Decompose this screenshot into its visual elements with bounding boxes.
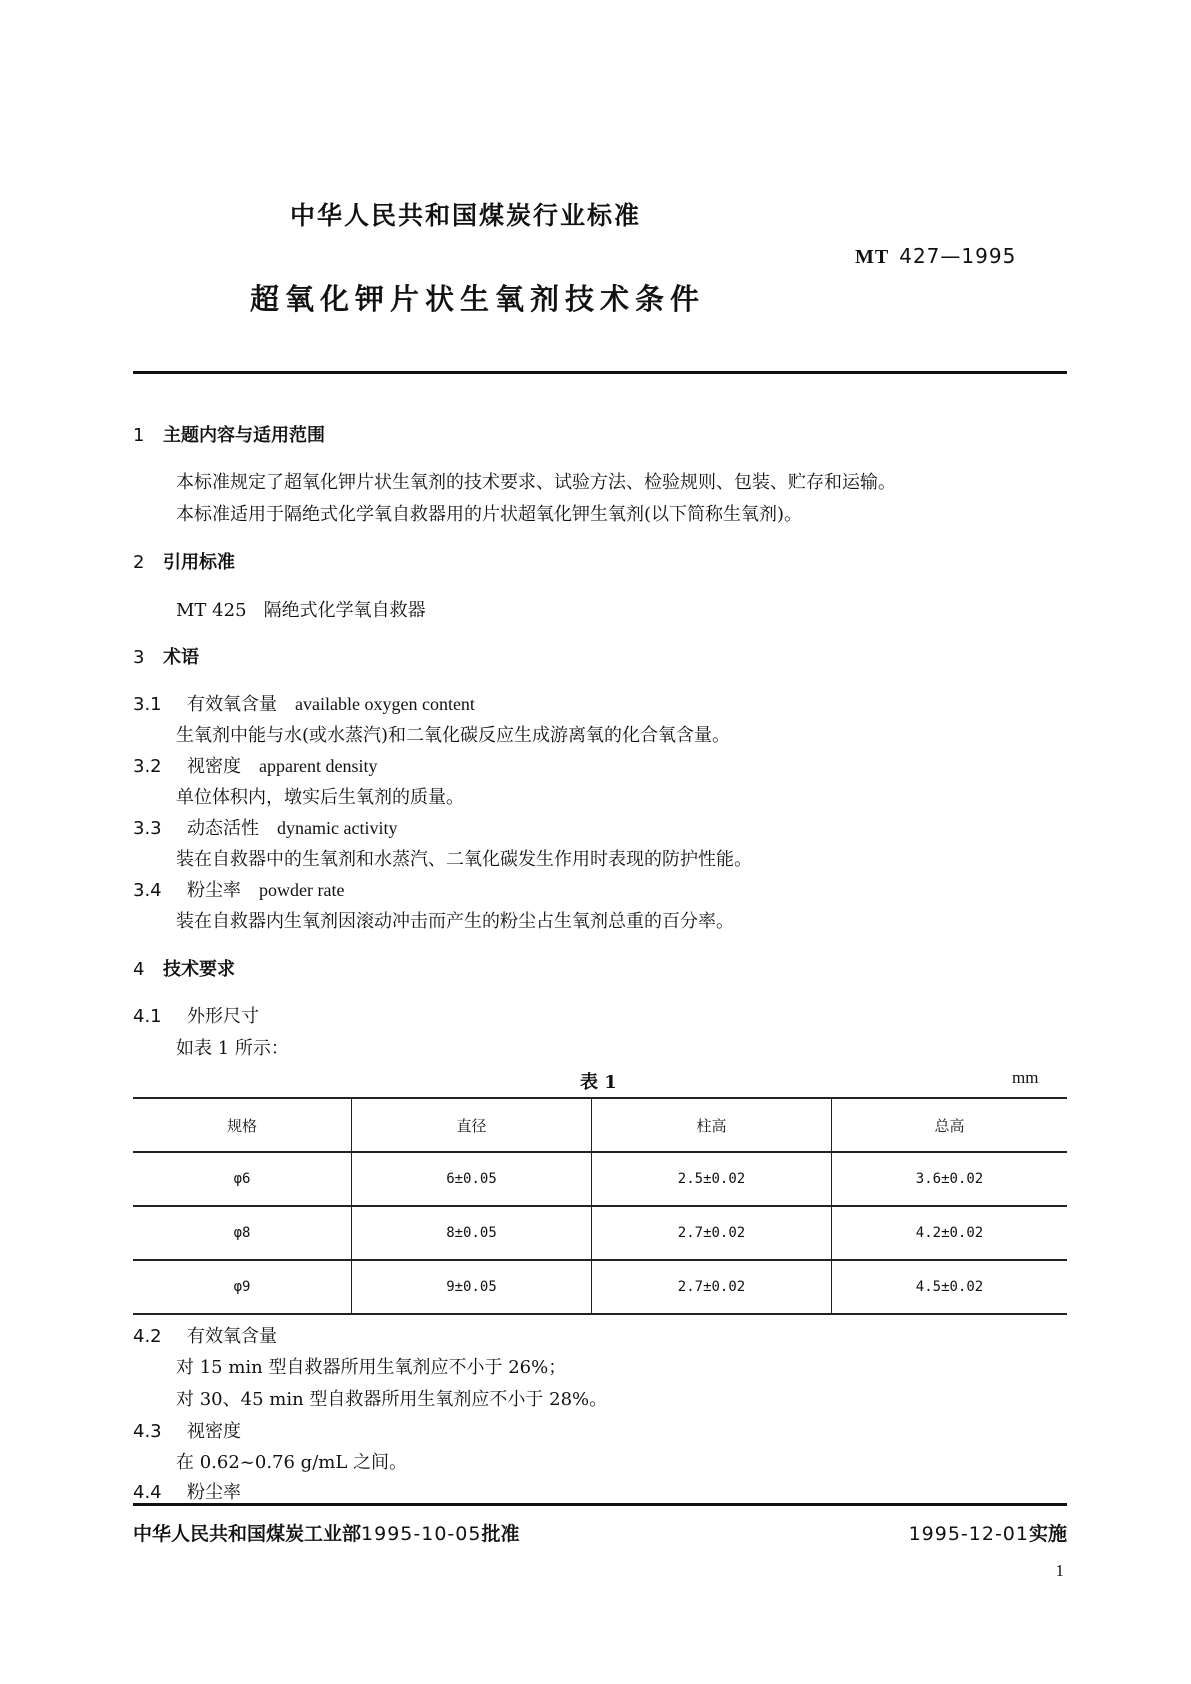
section-1-para-1: 本标准规定了超氧化钾片状生氧剂的技术要求、试验方法、检验规则、包装、贮存和运输。 <box>176 472 896 493</box>
section-2-heading: 2 引用标准 <box>133 552 235 573</box>
column-header: 总高 <box>832 1098 1068 1152</box>
table-cell: 9±0.05 <box>352 1260 592 1314</box>
subsection-4-1-para: 如表 1 所示： <box>176 1038 289 1059</box>
table-row <box>133 1206 1067 1260</box>
standard-number <box>855 244 1016 269</box>
term-3-4: 3.4 粉尘率 powder rate <box>133 880 345 901</box>
term-3-2: 3.2 视密度 apparent density <box>133 756 378 777</box>
page-number: 1 <box>1055 1561 1064 1580</box>
subsection-4-3-para: 在 0.62~0.76 g/mL 之间。 <box>176 1452 408 1473</box>
issuer-heading: 中华人民共和国煤炭行业标准 <box>290 201 642 230</box>
table-cell: 4.2±0.02 <box>832 1206 1068 1260</box>
effective-line: 1995-12-01实施 <box>908 1523 1067 1545</box>
subsection-4-4: 4.4 粉尘率 <box>133 1482 241 1503</box>
table-cell: 3.6±0.02 <box>832 1152 1068 1206</box>
table-cell: φ9 <box>133 1260 352 1314</box>
table-cell: 2.7±0.02 <box>592 1260 832 1314</box>
subsection-4-2-para-1: 对 15 min 型自救器所用生氧剂应不小于 26%； <box>176 1357 567 1378</box>
table-row <box>133 1260 1067 1314</box>
table-cell: 2.7±0.02 <box>592 1206 832 1260</box>
term-3-3-definition: 装在自救器中的生氧剂和水蒸汽、二氧化碳发生作用时表现的防护性能。 <box>176 849 752 870</box>
subsection-4-1: 4.1 外形尺寸 <box>133 1006 259 1027</box>
subsection-4-3: 4.3 视密度 <box>133 1421 241 1442</box>
column-header: 柱高 <box>592 1098 832 1152</box>
term-3-1: 3.1 有效氧含量 available oxygen content <box>133 694 475 715</box>
subsection-4-2: 4.2 有效氧含量 <box>133 1326 277 1347</box>
term-3-4-definition: 装在自救器内生氧剂因滚动冲击而产生的粉尘占生氧剂总重的百分率。 <box>176 911 734 932</box>
effective-date: 1995-12-01 <box>908 1523 1029 1545</box>
approval-date: 1995-10-05 <box>361 1523 482 1545</box>
subsection-4-2-para-2: 对 30、45 min 型自救器所用生氧剂应不小于 28%。 <box>176 1389 608 1410</box>
column-header: 规格 <box>133 1098 352 1152</box>
table-caption: 表 1 <box>580 1072 617 1093</box>
section-3-heading: 3 术语 <box>133 647 199 668</box>
table-cell: φ6 <box>133 1152 352 1206</box>
section-1-para-2: 本标准适用于隔绝式化学氧自救器用的片状超氧化钾生氧剂(以下简称生氧剂)。 <box>176 504 803 525</box>
table-unit: mm <box>1012 1068 1039 1087</box>
table-cell: φ8 <box>133 1206 352 1260</box>
term-3-3: 3.3 动态活性 dynamic activity <box>133 818 398 839</box>
document-title: 超氧化钾片状生氧剂技术条件 <box>250 282 706 316</box>
table-row <box>133 1152 1067 1206</box>
header-rule <box>133 371 1067 374</box>
reference-standard: MT 425 隔绝式化学氧自救器 <box>176 600 426 621</box>
standard-prefix: MT <box>855 246 890 268</box>
section-1-heading: 1 主题内容与适用范围 <box>133 425 325 446</box>
column-header: 直径 <box>352 1098 592 1152</box>
table-cell: 2.5±0.02 <box>592 1152 832 1206</box>
approval-line: 中华人民共和国煤炭工业部1995-10-05批准 <box>133 1523 520 1545</box>
section-4-heading: 4 技术要求 <box>133 959 235 980</box>
term-3-1-definition: 生氧剂中能与水(或水蒸汽)和二氧化碳反应生成游离氧的化合氧含量。 <box>176 725 731 746</box>
term-3-2-definition: 单位体积内，墩实后生氧剂的质量。 <box>176 787 464 808</box>
table-cell: 8±0.05 <box>352 1206 592 1260</box>
footer-rule <box>133 1503 1067 1506</box>
standard-code: 427—1995 <box>899 244 1017 268</box>
table-header-row <box>133 1098 1067 1152</box>
dimensions-table <box>133 1097 1067 1315</box>
table-cell: 4.5±0.02 <box>832 1260 1068 1314</box>
table-cell: 6±0.05 <box>352 1152 592 1206</box>
